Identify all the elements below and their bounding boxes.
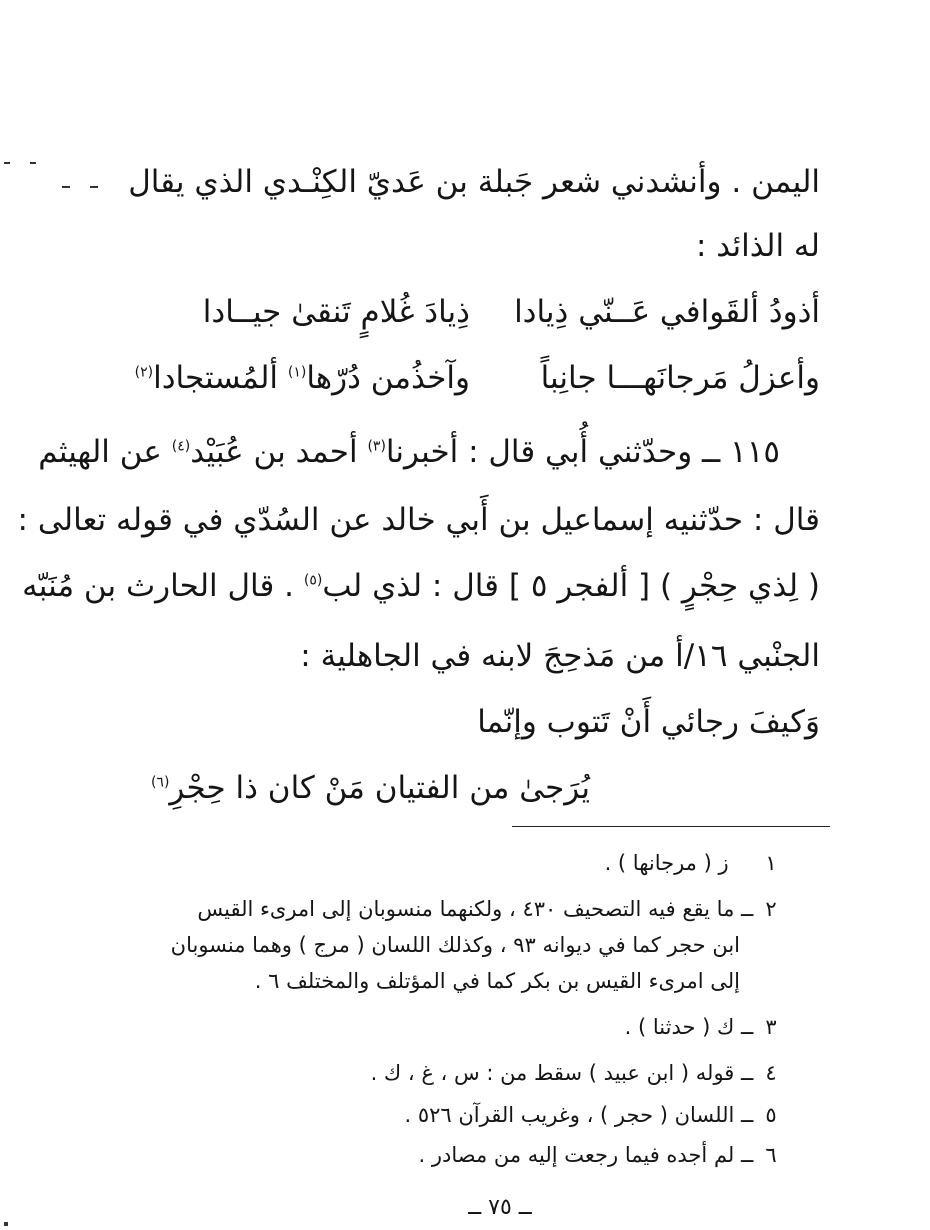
footnote-2-number: ٢ bbox=[765, 897, 777, 921]
verse-2-hemistich-1: وأعزلُ مَرجانَهـــا جانِباً bbox=[540, 360, 820, 396]
footnote-6 bbox=[419, 1140, 783, 1170]
paragraph-115-text-c: عن الهيثم bbox=[38, 434, 162, 470]
body-line-7-text-a: ( لِذي حِجْرٍ ) [ ألفجر ٥ ] قال : لذي لب bbox=[322, 568, 820, 604]
footnote-ref-3: (٣) bbox=[367, 438, 386, 455]
scan-speck bbox=[4, 1222, 8, 1226]
body-line-1: اليمن . وأنشدني شعر جَبلة بن عَديّ الكِنْـدي الذي يقال bbox=[128, 164, 820, 200]
page-number: ــ ٧٥ ــ bbox=[468, 1195, 532, 1220]
body-line-7-text-b: . قال الحارث بن مُنَبّه bbox=[22, 568, 295, 604]
footnote-6-number: ٦ bbox=[765, 1143, 777, 1167]
body-line-2: له الذائد : bbox=[695, 228, 820, 264]
footnote-5-text: ــ اللسان ( حجر ) ، وغريب القرآن ٥٢٦ . bbox=[404, 1103, 754, 1127]
footnote-separator bbox=[512, 826, 830, 827]
paragraph-115-text-a: ١١٥ ــ وحدّثني أُبي قال : أخبرنا bbox=[385, 434, 780, 470]
body-line-8: الجنْبي ١٦/أ من مَذحِجَ لابنه في الجاهلية : bbox=[300, 638, 820, 674]
verse-2-hemistich-2-end: ألمُستجادا bbox=[153, 360, 279, 396]
body-line-7 bbox=[22, 566, 820, 606]
verse-1-hemistich-2: ذِيادَ غُلامٍ تَنقىٰ جيــادا bbox=[202, 294, 470, 330]
footnote-4 bbox=[371, 1058, 782, 1088]
verse-3-line-b bbox=[151, 768, 590, 808]
body-line-6: قال : حدّثنيه إسماعيل بن أَبي خالد عن السُدّي في قوله تعالى : bbox=[17, 502, 820, 538]
footnote-1-text: ز ( مرجانها ) . bbox=[604, 851, 729, 875]
footnote-1 bbox=[605, 848, 782, 878]
footnote-5-number: ٥ bbox=[765, 1103, 777, 1127]
verse-3-line-b-text: يُرَجىٰ من الفتيان مَنْ كان ذا حِجْرِ bbox=[169, 770, 590, 806]
footnote-3 bbox=[625, 1012, 782, 1042]
footnote-1-number: ١ bbox=[765, 851, 777, 875]
verse-3-line-a: وَكيفَ رجائي أَنْ تَتوب وإنّما bbox=[477, 704, 820, 740]
footnote-3-text: ــ ك ( حدثنا ) . bbox=[624, 1015, 754, 1039]
footnote-ref-6: (٦) bbox=[150, 774, 170, 791]
scan-speck bbox=[62, 186, 70, 188]
footnote-2-continuation-2: إلى امرىء القيس بن بكر كما في المؤتلف والمختلف ٦ . bbox=[254, 969, 740, 993]
paragraph-115-line bbox=[38, 432, 780, 472]
scan-speck bbox=[90, 186, 98, 188]
verse-2-hemistich-2-text: وآخذُمن دُرّها bbox=[306, 360, 470, 396]
footnote-2 bbox=[197, 894, 782, 924]
footnote-2-continuation-1: ابن حجر كما في ديوانه ٩٣ ، وكذلك اللسان ( مرج ) وهما منسوبان bbox=[170, 933, 740, 957]
footnote-5 bbox=[405, 1100, 783, 1130]
verse-1-hemistich-1: أذودُ ألقَوافي عَــنّي ذِيادا bbox=[514, 294, 820, 330]
footnote-ref-1: (١) bbox=[287, 364, 307, 381]
footnote-6-text: ــ لم أجده فيما رجعت إليه من مصادر . bbox=[418, 1143, 754, 1167]
footnote-4-text: ــ قوله ( ابن عبيد ) سقط من : س ، غ ، ك . bbox=[370, 1061, 754, 1085]
paragraph-115-text-b: أحمد بن عُبَيْد bbox=[190, 434, 358, 470]
scan-speck bbox=[4, 162, 10, 164]
footnote-2-text: ــ ما يقع فيه التصحيف ٤٣٠ ، ولكنهما منسوبان إلى امرىء القيس bbox=[197, 897, 754, 921]
footnote-4-number: ٤ bbox=[765, 1061, 777, 1085]
scan-speck bbox=[30, 162, 36, 164]
verse-2-hemistich-2 bbox=[135, 358, 470, 398]
footnote-3-number: ٣ bbox=[765, 1015, 777, 1039]
footnote-ref-2: (٢) bbox=[134, 364, 154, 381]
footnote-ref-4: (٤) bbox=[171, 438, 191, 455]
footnote-ref-5: (٥) bbox=[303, 572, 323, 589]
